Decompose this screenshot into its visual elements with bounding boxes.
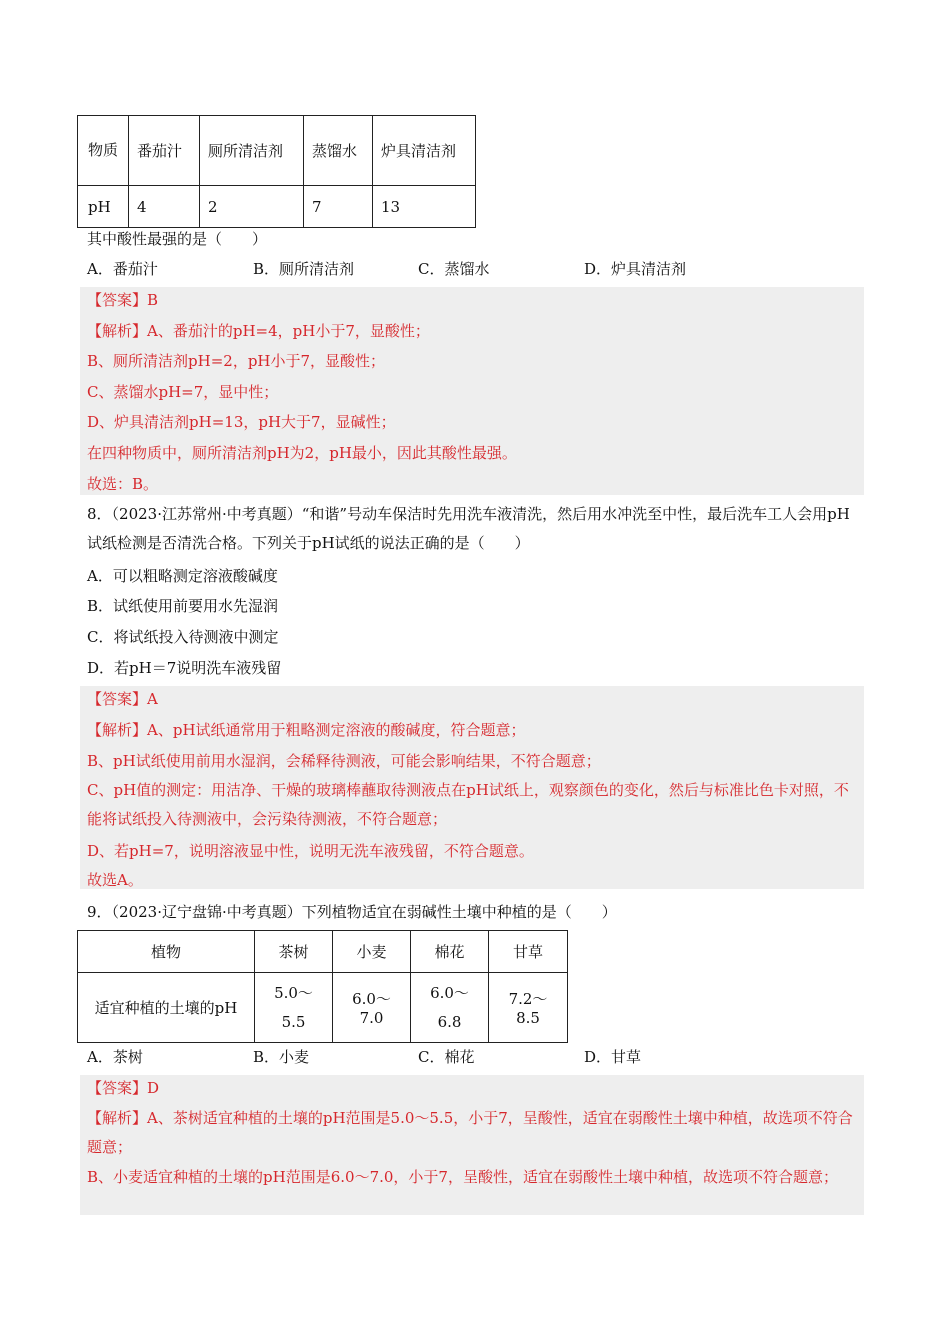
table-cell: 7 bbox=[304, 186, 373, 228]
q7-analysis-line: 【解析】A、番茄汁的pH=4，pH小于7，显酸性； bbox=[87, 322, 430, 340]
q8-option-d: D．若pH＝7说明洗车液残留 bbox=[87, 659, 282, 677]
table-cell: 4 bbox=[129, 186, 200, 228]
table-header-cell: 小麦 bbox=[333, 931, 411, 973]
q7-option-d: D．炉具清洁剂 bbox=[584, 260, 687, 278]
q7-analysis-line: 故选：B。 bbox=[87, 475, 159, 493]
table-header-cell: 植物 bbox=[78, 931, 255, 973]
table-header-cell: 棉花 bbox=[411, 931, 489, 973]
q9-option-d: D．甘草 bbox=[584, 1048, 642, 1066]
q8-analysis-line: 故选A。 bbox=[87, 871, 143, 889]
table-cell: 5.0～5.5 bbox=[255, 973, 333, 1043]
q8-analysis-line: D、若pH=7，说明溶液显中性，说明无洗车液残留，不符合题意。 bbox=[87, 842, 534, 860]
q8-analysis-line: 【解析】A、pH试纸通常用于粗略测定溶液的酸碱度，符合题意； bbox=[87, 721, 526, 739]
ph-table-substances bbox=[77, 115, 476, 228]
plant-ph-table bbox=[77, 930, 568, 1043]
q7-stem: 其中酸性最强的是（ ） bbox=[87, 230, 268, 248]
q7-analysis-line: D、炉具清洁剂pH=13，pH大于7，显碱性； bbox=[87, 413, 396, 431]
q8-analysis-line: B、pH试纸使用前用水湿润，会稀释待测液，可能会影响结果，不符合题意； bbox=[87, 752, 601, 770]
q9-analysis-line: B、小麦适宜种植的土壤的pH范围是6.0～7.0，小于7，呈酸性，适宜在弱酸性土壤中种植，故选项不符合题意； bbox=[87, 1168, 838, 1186]
q8-analysis-line: C、pH值的测定：用洁净、干燥的玻璃棒蘸取待测液点在pH试纸上，观察颜色的变化，然后与标准比色卡对照，不能将试纸投入待测液中，会污染待测液，不符合题意； bbox=[87, 781, 849, 828]
table-cell: 2 bbox=[200, 186, 304, 228]
q9-option-c: C．棉花 bbox=[418, 1048, 475, 1066]
q7-option-a: A．番茄汁 bbox=[87, 260, 158, 278]
q7-option-b: B．厕所清洁剂 bbox=[253, 260, 355, 278]
table-header-cell: 炉具清洁剂 bbox=[373, 116, 476, 186]
table-header-cell: 厕所清洁剂 bbox=[200, 116, 304, 186]
q8-option-b: B．试纸使用前要用水先湿润 bbox=[87, 597, 279, 615]
q7-analysis-line: B、厕所清洁剂pH=2，pH小于7，显酸性； bbox=[87, 352, 386, 370]
q9-option-b: B．小麦 bbox=[253, 1048, 310, 1066]
table-cell: 6.0～7.0 bbox=[333, 973, 411, 1043]
q9-analysis-line: 【解析】A、茶树适宜种植的土壤的pH范围是5.0～5.5，小于7，呈酸性，适宜在弱酸性土壤中种植，故选项不符合题意； bbox=[87, 1109, 853, 1156]
q8-option-a: A．可以粗略测定溶液酸碱度 bbox=[87, 567, 278, 585]
q7-answer: 【答案】B bbox=[87, 291, 159, 309]
table-row-label: 适宜种植的土壤的pH bbox=[78, 973, 255, 1043]
q7-option-c: C．蒸馏水 bbox=[418, 260, 490, 278]
table-header-cell: 番茄汁 bbox=[129, 116, 200, 186]
table-header-cell: 物质 bbox=[78, 116, 129, 186]
table-header-cell: 甘草 bbox=[489, 931, 568, 973]
q9-answer: 【答案】D bbox=[87, 1079, 160, 1097]
table-cell: pH bbox=[78, 186, 129, 228]
table-cell: 13 bbox=[373, 186, 476, 228]
q7-analysis-line: C、蒸馏水pH=7，显中性； bbox=[87, 383, 279, 401]
table-header-cell: 茶树 bbox=[255, 931, 333, 973]
table-header-cell: 蒸馏水 bbox=[304, 116, 373, 186]
q9-option-a: A．茶树 bbox=[87, 1048, 143, 1066]
q8-stem: 8．（2023·江苏常州·中考真题）“和谐”号动车保洁时先用洗车液清洗，然后用水冲洗至中性，最后洗车工人会用pH试纸检测是否清洗合格。下列关于pH试纸的说法正确的是（ ） bbox=[87, 505, 850, 552]
q8-option-c: C．将试纸投入待测液中测定 bbox=[87, 628, 279, 646]
q9-stem: 9．（2023·辽宁盘锦·中考真题）下列植物适宜在弱碱性土壤中种植的是（ ） bbox=[87, 903, 617, 921]
q7-analysis-line: 在四种物质中，厕所清洁剂pH为2，pH最小，因此其酸性最强。 bbox=[87, 444, 517, 462]
q8-answer: 【答案】A bbox=[87, 690, 158, 708]
table-cell: 6.0～6.8 bbox=[411, 973, 489, 1043]
table-cell: 7.2～8.5 bbox=[489, 973, 568, 1043]
